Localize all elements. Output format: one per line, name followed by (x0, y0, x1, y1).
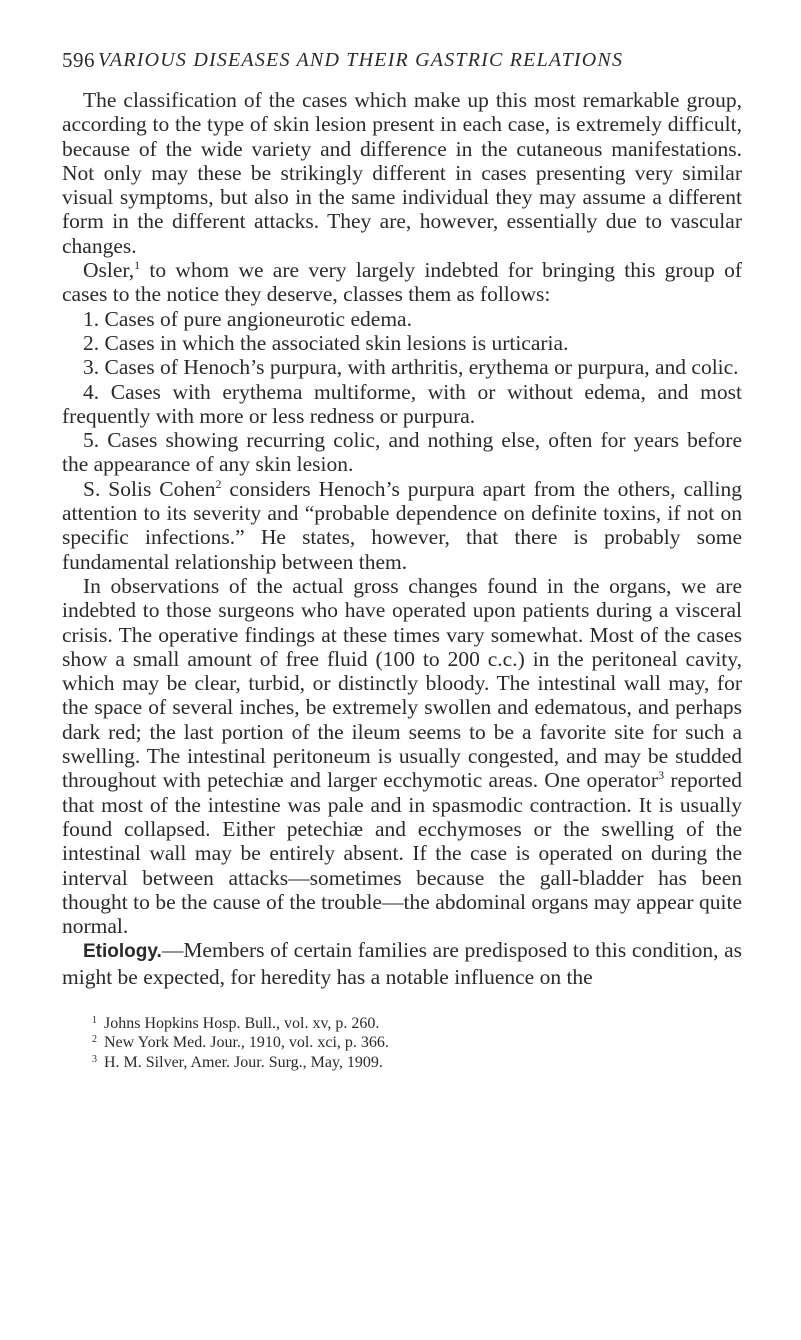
footnote-mark: 2 (92, 1034, 97, 1046)
etiology-text: —Members of certain families are predisposed to this condition, as might be expected, for heredity has a notable influence on the (62, 938, 742, 989)
page-number: 596 (62, 48, 95, 72)
list-item-5: 5. Cases showing recurring colic, and nothing else, often for years before the appearance of any skin lesion. (62, 428, 742, 477)
osler-text-end: to whom we are very largely indebted for bringing this group of cases to the notice they deserve, classes them as follows: (62, 258, 742, 307)
observations-text-start: In observations of the actual gross changes found in the organs, we are indebted to those surgeons who have operated upon patients during a visceral crisis. The operative findings at these times vary somewhat. Most of the cases show a small amount of free fluid (100 to 200 c.c.) in the peritoneal cavity, which may be clear, turbid, or distinctly bloody. The intestinal wall may, for the space of several inches, be extremely swollen and edematous, and perhaps dark red; the last portion of the ileum seems to be a favorite site for such a swelling. The intestinal peritoneum is usually congested, and may be studded throughout with petechiæ and larger ecchymotic areas. One operator (62, 573, 742, 793)
observations-text-end: reported that most of the intestine was pale and in spasmodic contraction. It is usually found collapsed. Either petechiæ and ecchymoses or the swelling of the intestinal wall may be entirely absent. If the case is operated on during the interval between attacks—sometimes because the gall-bladder has been thought to be the cause of the trouble—the abdominal organs may appear quite normal. (62, 768, 742, 939)
list-item-2: 2. Cases in which the associated skin lesions is urticaria. (83, 330, 569, 355)
list-item-3: 3. Cases of Henoch’s purpura, with arthritis, erythema or purpura, and colic. (83, 355, 739, 380)
list-item-4: 4. Cases with erythema multiforme, with or without edema, and most frequently with more or less redness or purpura. (62, 379, 742, 428)
footnote-text: H. M. Silver, Amer. Jour. Surg., May, 1909. (104, 1053, 383, 1071)
paragraph-classification: The classification of the cases which make up this most remarkable group, according to the type of skin lesion present in each case, is extremely difficult, because of the wide variety and difference in the cutaneous manifestations. Not only may these be strikingly different in cases presenting very similar visual symptoms, but also in the same individual they may assume a different form in the different attacks. They are, however, essentially due to vascular changes. (62, 88, 742, 258)
paragraph-osler (62, 258, 742, 307)
paragraph-cohen (62, 477, 742, 574)
footnote-1 (92, 1014, 742, 1034)
list-item-1: 1. Cases of pure angioneurotic edema. (83, 306, 412, 331)
cohen-text-start: S. Solis Cohen (83, 476, 216, 501)
paragraph-observations (62, 574, 742, 938)
footnotes (92, 1014, 742, 1073)
footnote-ref-2: 2 (215, 476, 222, 491)
footnote-ref-3: 3 (658, 768, 665, 783)
running-title: VARIOUS DISEASES AND THEIR GASTRIC RELATIONS (98, 49, 624, 71)
footnote-3 (92, 1053, 742, 1073)
body-text (62, 88, 742, 989)
running-header (62, 48, 742, 74)
footnote-ref-1: 1 (134, 258, 141, 273)
footnote-text: New York Med. Jour., 1910, vol. xci, p. 366. (104, 1034, 389, 1052)
paragraph-etiology (62, 938, 742, 989)
cohen-text-end: considers Henoch’s purpura apart from the others, calling attention to its severity and “probable dependence on definite toxins, if not on specific infections.” He states, however, that there is probably some fundamental relationship between them. (62, 476, 742, 574)
etiology-heading: Etiology. (83, 941, 162, 963)
footnote-2 (92, 1033, 742, 1053)
footnote-mark: 1 (92, 1014, 97, 1026)
osler-text-start: Osler, (83, 258, 135, 283)
footnote-text: Johns Hopkins Hosp. Bull., vol. xv, p. 260. (104, 1014, 380, 1032)
book-page (62, 48, 742, 1072)
footnote-mark: 3 (92, 1053, 97, 1065)
